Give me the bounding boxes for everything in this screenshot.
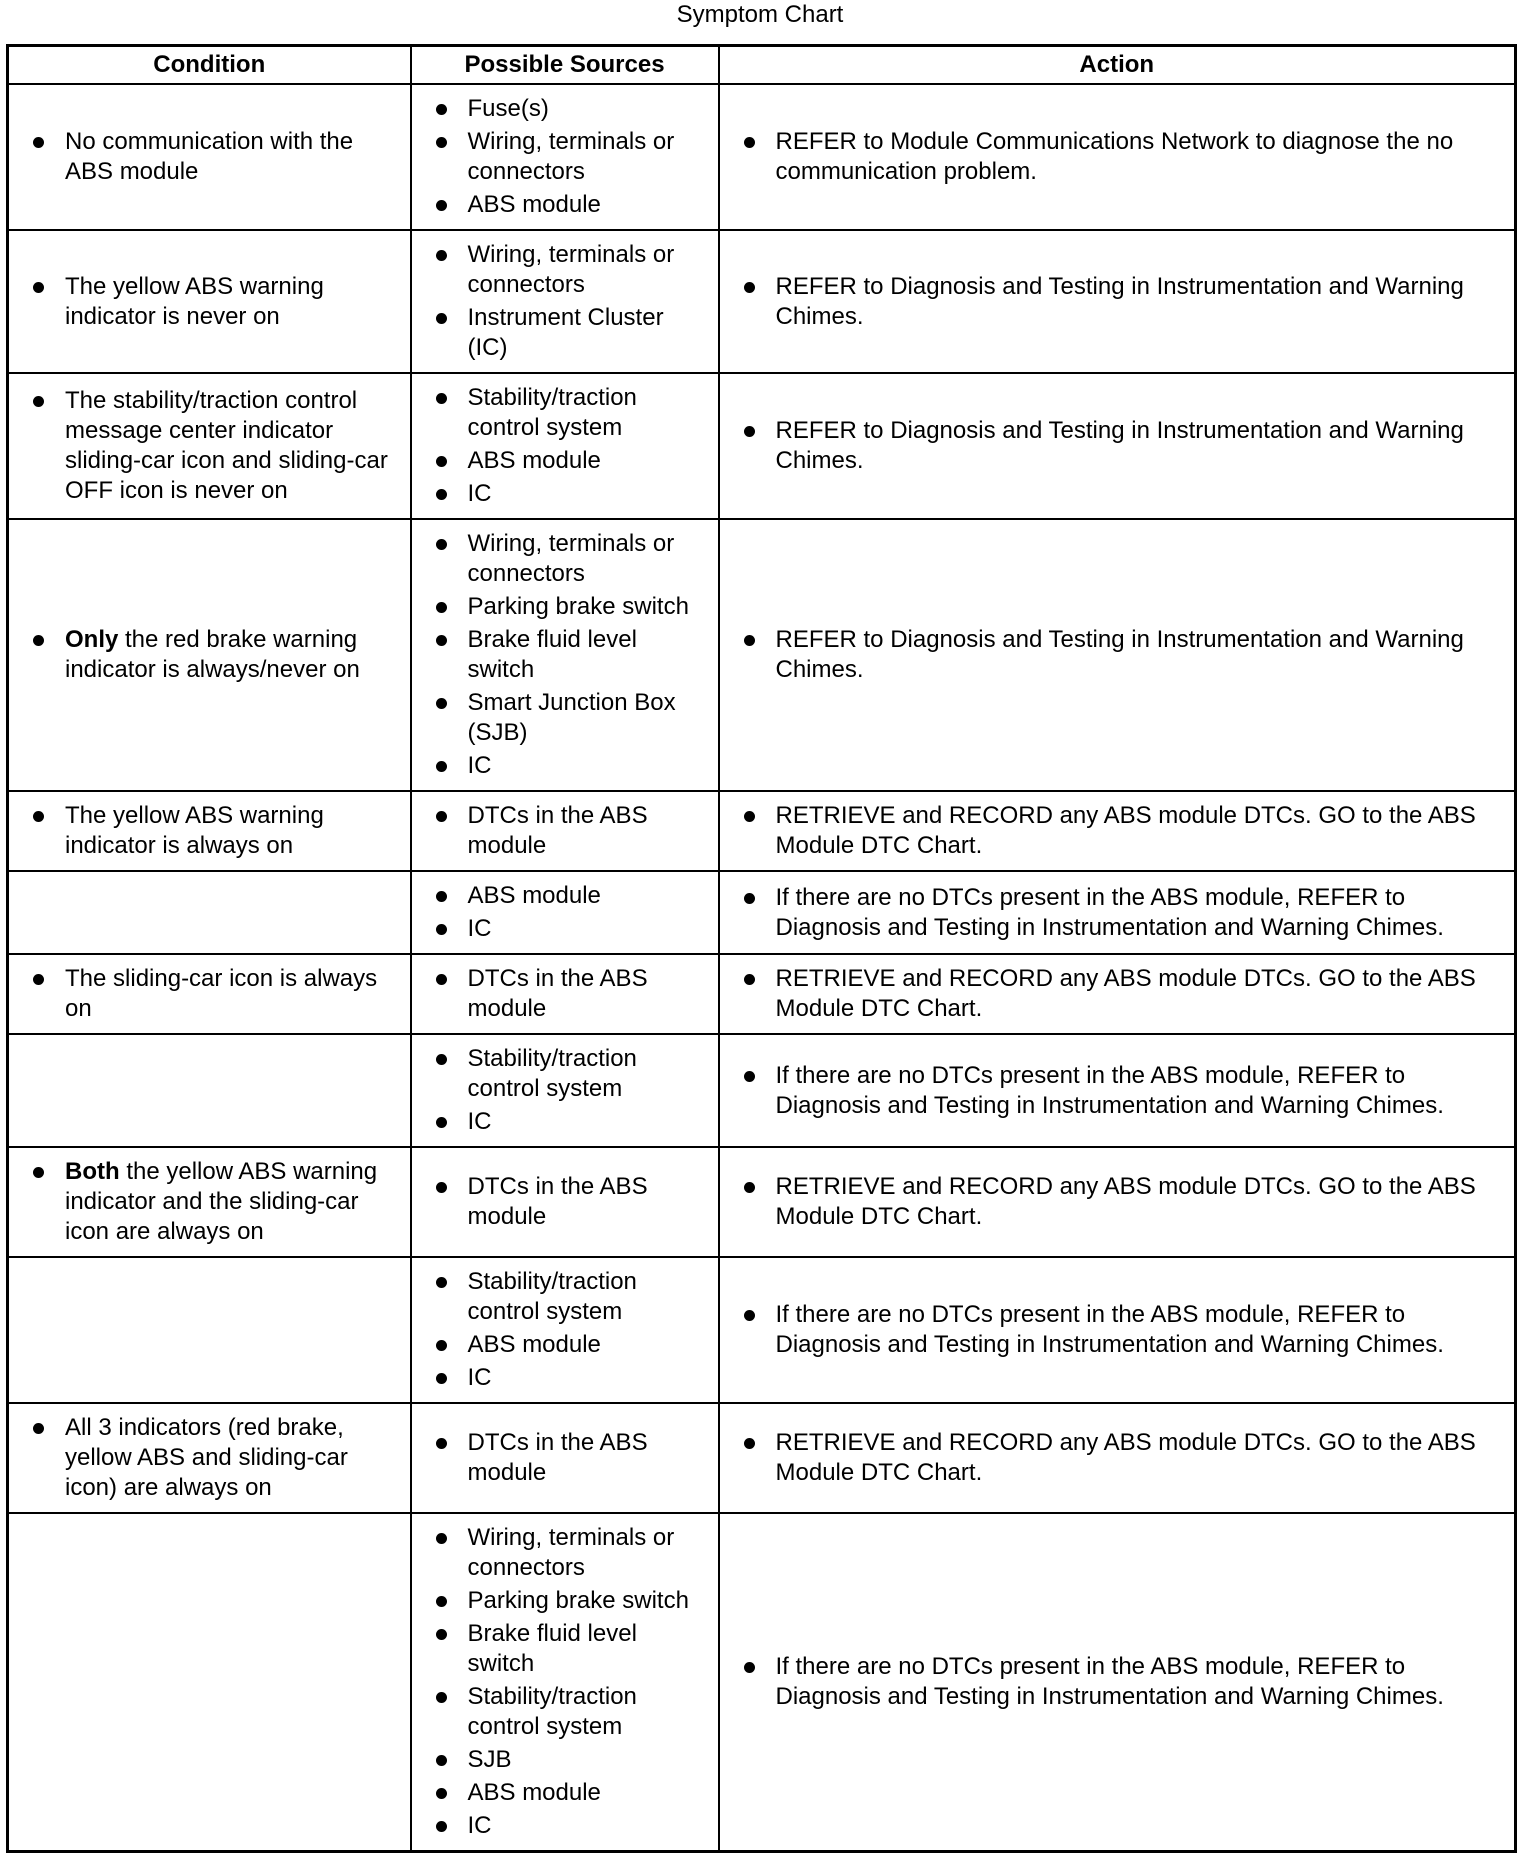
possible-sources-cell xyxy=(411,1034,719,1147)
condition-text: the red brake warning indicator is always/never on xyxy=(65,626,360,683)
action-item: RETRIEVE and RECORD any ABS module DTCs. GO to the ABS Module DTC Chart. xyxy=(740,801,1507,861)
table-row xyxy=(8,1147,1516,1257)
possible-sources-cell xyxy=(411,871,719,954)
action-cell xyxy=(719,373,1516,519)
condition-cell xyxy=(8,1403,411,1513)
condition-text: the yellow ABS warning indicator and the sliding-car icon are always on xyxy=(65,1158,378,1245)
possible-sources-cell xyxy=(411,1257,719,1403)
sources-list xyxy=(432,529,710,781)
condition-cell xyxy=(8,519,411,791)
condition-item xyxy=(29,625,402,685)
source-item: Parking brake switch xyxy=(432,1586,710,1616)
sources-list xyxy=(432,1267,710,1393)
source-item: IC xyxy=(432,1363,710,1393)
action-cell xyxy=(719,791,1516,871)
source-item: IC xyxy=(432,1107,710,1137)
condition-list xyxy=(29,386,402,506)
chart-title: Symptom Chart xyxy=(676,1,844,28)
source-item: SJB xyxy=(432,1745,710,1775)
header-condition: Condition xyxy=(8,46,411,85)
condition-cell xyxy=(8,1034,411,1147)
table-row xyxy=(8,84,1516,230)
source-item: Wiring, terminals or connectors xyxy=(432,240,710,300)
sources-list xyxy=(432,1428,710,1488)
action-list xyxy=(740,416,1507,476)
source-item: Instrument Cluster (IC) xyxy=(432,303,710,363)
condition-list xyxy=(29,1413,402,1503)
condition-emphasis: Only xyxy=(65,626,119,653)
action-list xyxy=(740,964,1507,1024)
source-item: Wiring, terminals or connectors xyxy=(432,1523,710,1583)
source-item: Brake fluid level switch xyxy=(432,625,710,685)
possible-sources-cell xyxy=(411,84,719,230)
possible-sources-cell xyxy=(411,954,719,1034)
possible-sources-cell xyxy=(411,1513,719,1852)
source-item: ABS module xyxy=(432,881,710,911)
condition-cell xyxy=(8,373,411,519)
source-item: ABS module xyxy=(432,446,710,476)
source-item: Fuse(s) xyxy=(432,94,710,124)
condition-text: No communication with the ABS module xyxy=(65,128,354,185)
condition-cell xyxy=(8,1257,411,1403)
condition-cell xyxy=(8,230,411,373)
condition-text: The yellow ABS warning indicator is never on xyxy=(65,272,324,330)
symptom-table xyxy=(6,44,1517,1853)
condition-item xyxy=(29,386,402,506)
possible-sources-cell xyxy=(411,1147,719,1257)
action-item: If there are no DTCs present in the ABS module, REFER to Diagnosis and Testing in Instrumentation and Warning Chimes. xyxy=(740,883,1507,943)
condition-emphasis: Both xyxy=(65,1158,120,1185)
action-item: REFER to Diagnosis and Testing in Instrumentation and Warning Chimes. xyxy=(740,625,1507,685)
action-item: REFER to Module Communications Network to diagnose the no communication problem. xyxy=(740,127,1507,187)
sources-list xyxy=(432,964,710,1024)
source-item: IC xyxy=(432,914,710,944)
source-item: Wiring, terminals or connectors xyxy=(432,529,710,589)
header-possible-sources: Possible Sources xyxy=(411,46,719,85)
action-cell xyxy=(719,871,1516,954)
condition-item xyxy=(29,964,402,1024)
action-list xyxy=(740,1428,1507,1488)
condition-item xyxy=(29,801,402,861)
source-item: Stability/traction control system xyxy=(432,1044,710,1104)
source-item: Brake fluid level switch xyxy=(432,1619,710,1679)
possible-sources-cell xyxy=(411,373,719,519)
source-item: Stability/traction control system xyxy=(432,1267,710,1327)
condition-list xyxy=(29,625,402,685)
condition-list xyxy=(29,801,402,861)
condition-item xyxy=(29,127,402,187)
action-cell xyxy=(719,84,1516,230)
table-row xyxy=(8,1257,1516,1403)
action-list xyxy=(740,1172,1507,1232)
sources-list xyxy=(432,240,710,363)
possible-sources-cell xyxy=(411,230,719,373)
action-item: If there are no DTCs present in the ABS module, REFER to Diagnosis and Testing in Instrumentation and Warning Chimes. xyxy=(740,1652,1507,1712)
action-list xyxy=(740,883,1507,943)
condition-text: The stability/traction control message center indicator sliding-car icon and sliding-car OFF icon is never on xyxy=(65,387,388,504)
action-cell xyxy=(719,1513,1516,1852)
action-cell xyxy=(719,1257,1516,1403)
action-cell xyxy=(719,1403,1516,1513)
source-item: Stability/traction control system xyxy=(432,1682,710,1742)
sources-list xyxy=(432,1044,710,1137)
action-list xyxy=(740,272,1507,332)
source-item: Smart Junction Box (SJB) xyxy=(432,688,710,748)
table-row xyxy=(8,230,1516,373)
condition-cell xyxy=(8,84,411,230)
action-cell xyxy=(719,1034,1516,1147)
condition-cell xyxy=(8,871,411,954)
action-list xyxy=(740,127,1507,187)
action-cell xyxy=(719,230,1516,373)
condition-text: The yellow ABS warning indicator is always on xyxy=(65,802,324,859)
table-row xyxy=(8,791,1516,871)
source-item: IC xyxy=(432,479,710,509)
action-item: If there are no DTCs present in the ABS module, REFER to Diagnosis and Testing in Instrumentation and Warning Chimes. xyxy=(740,1300,1507,1360)
condition-cell xyxy=(8,791,411,871)
source-item: Parking brake switch xyxy=(432,592,710,622)
sources-list xyxy=(432,1172,710,1232)
action-cell xyxy=(719,519,1516,791)
condition-list xyxy=(29,127,402,187)
table-body xyxy=(8,84,1516,1852)
condition-cell xyxy=(8,1147,411,1257)
source-item: DTCs in the ABS module xyxy=(432,1428,710,1488)
action-list xyxy=(740,625,1507,685)
possible-sources-cell xyxy=(411,1403,719,1513)
possible-sources-cell xyxy=(411,519,719,791)
action-list xyxy=(740,1061,1507,1121)
table-row xyxy=(8,1513,1516,1852)
source-item: IC xyxy=(432,751,710,781)
condition-item xyxy=(29,1157,402,1247)
table-row xyxy=(8,1034,1516,1147)
table-row xyxy=(8,1403,1516,1513)
condition-text: The sliding-car icon is always on xyxy=(65,965,378,1022)
table-row xyxy=(8,871,1516,954)
action-item: If there are no DTCs present in the ABS module, REFER to Diagnosis and Testing in Instrumentation and Warning Chimes. xyxy=(740,1061,1507,1121)
action-item: REFER to Diagnosis and Testing in Instrumentation and Warning Chimes. xyxy=(740,416,1507,476)
table-row xyxy=(8,519,1516,791)
condition-item xyxy=(29,1413,402,1503)
condition-list xyxy=(29,272,402,332)
action-list xyxy=(740,1652,1507,1712)
condition-item xyxy=(29,272,402,332)
condition-text: All 3 indicators (red brake, yellow ABS and sliding-car icon) are always on xyxy=(65,1414,348,1501)
action-cell xyxy=(719,954,1516,1034)
sources-list xyxy=(432,801,710,861)
source-item: ABS module xyxy=(432,1330,710,1360)
sources-list xyxy=(432,383,710,509)
source-item: DTCs in the ABS module xyxy=(432,964,710,1024)
header-action: Action xyxy=(719,46,1516,85)
action-list xyxy=(740,801,1507,861)
source-item: IC xyxy=(432,1811,710,1841)
sources-list xyxy=(432,1523,710,1841)
condition-list xyxy=(29,964,402,1024)
source-item: Stability/traction control system xyxy=(432,383,710,443)
condition-cell xyxy=(8,954,411,1034)
source-item: DTCs in the ABS module xyxy=(432,801,710,861)
action-item: RETRIEVE and RECORD any ABS module DTCs. GO to the ABS Module DTC Chart. xyxy=(740,1428,1507,1488)
table-header-row xyxy=(8,46,1516,85)
source-item: ABS module xyxy=(432,1778,710,1808)
action-list xyxy=(740,1300,1507,1360)
action-item: REFER to Diagnosis and Testing in Instrumentation and Warning Chimes. xyxy=(740,272,1507,332)
condition-cell xyxy=(8,1513,411,1852)
table-row xyxy=(8,373,1516,519)
source-item: DTCs in the ABS module xyxy=(432,1172,710,1232)
source-item: Wiring, terminals or connectors xyxy=(432,127,710,187)
action-item: RETRIEVE and RECORD any ABS module DTCs. GO to the ABS Module DTC Chart. xyxy=(740,1172,1507,1232)
possible-sources-cell xyxy=(411,791,719,871)
sources-list xyxy=(432,94,710,220)
sources-list xyxy=(432,881,710,944)
action-item: RETRIEVE and RECORD any ABS module DTCs. GO to the ABS Module DTC Chart. xyxy=(740,964,1507,1024)
condition-list xyxy=(29,1157,402,1247)
action-cell xyxy=(719,1147,1516,1257)
table-row xyxy=(8,954,1516,1034)
source-item: ABS module xyxy=(432,190,710,220)
